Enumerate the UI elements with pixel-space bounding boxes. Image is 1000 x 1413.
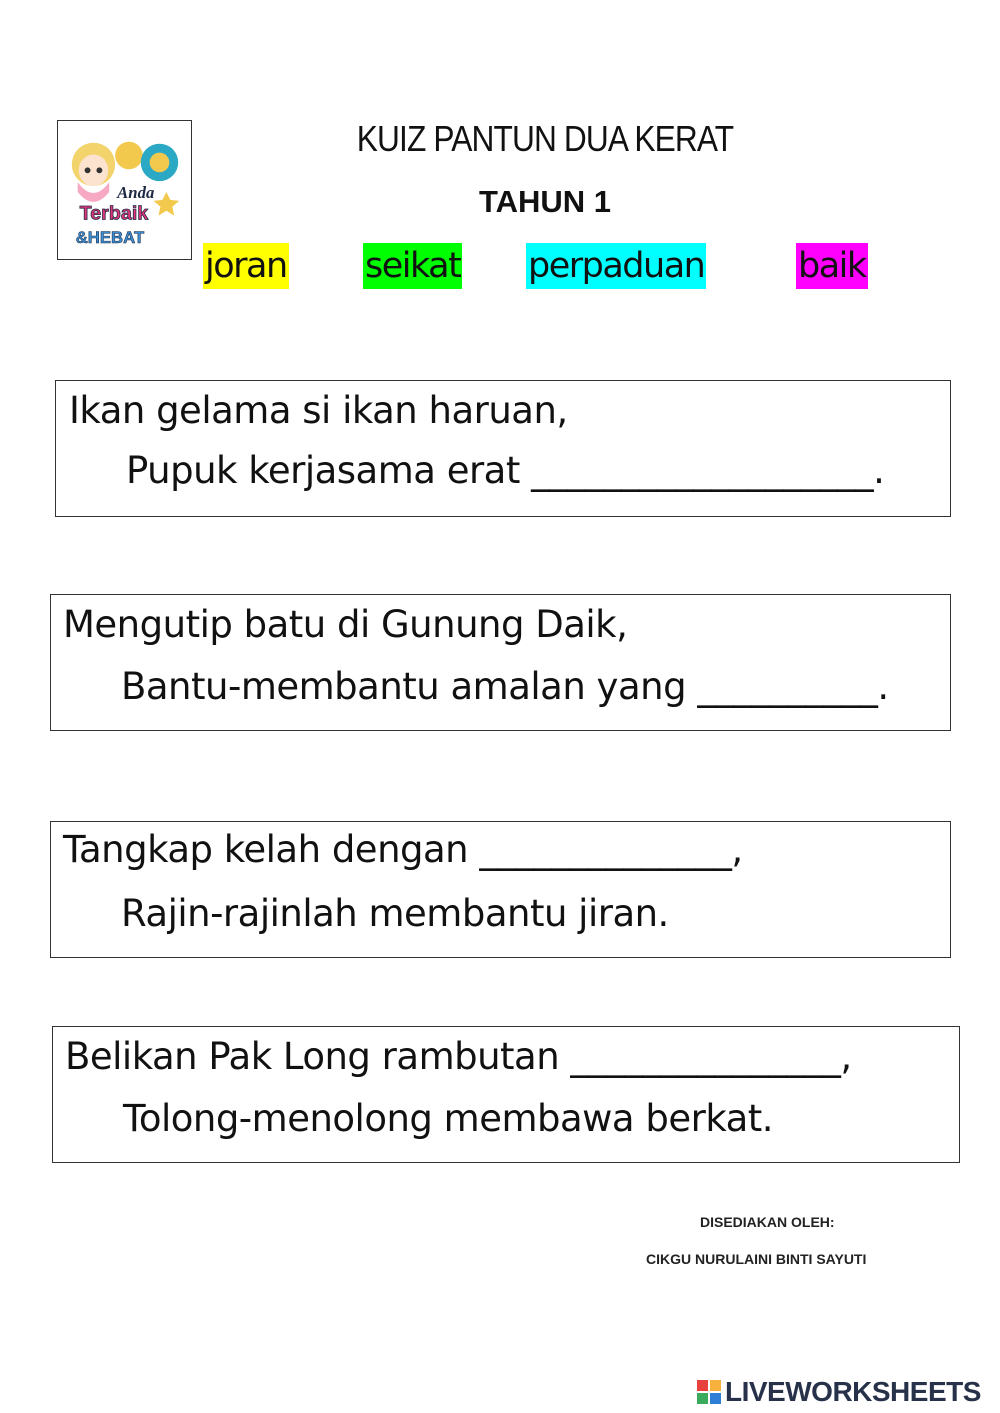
pantun-4-line-2: Tolong-menolong membawa berkat.: [123, 1097, 774, 1140]
pantun-1-line-1: Ikan gelama si ikan haruan,: [69, 389, 568, 432]
pantun-2-line-2[interactable]: Bantu-membantu amalan yang __________.: [121, 665, 889, 708]
logo-text-2: Terbaik: [79, 202, 149, 225]
logo-illustration: [58, 121, 191, 259]
brand-square-1: [697, 1380, 708, 1391]
pantun-box-4: [52, 1026, 960, 1163]
logo-text-1: Anda: [117, 182, 155, 202]
pantun-3-line-1[interactable]: Tangkap kelah dengan ______________,: [63, 828, 743, 871]
pantun-box-2: [50, 594, 951, 731]
word-bank-seikat[interactable]: seikat: [363, 243, 462, 289]
page-subtitle: TAHUN 1: [478, 184, 612, 219]
logo-text-3: &HEBAT: [75, 228, 145, 248]
page-title: KUIZ PANTUN DUA KERAT: [356, 118, 734, 159]
pantun-box-1: [55, 380, 951, 517]
liveworksheets-logo-icon: [697, 1380, 721, 1404]
pantun-2-line-1: Mengutip batu di Gunung Daik,: [63, 603, 628, 646]
pantun-1-line-2[interactable]: Pupuk kerjasama erat ___________________.: [126, 449, 885, 492]
word-bank-baik[interactable]: baik: [796, 243, 868, 289]
author-name: CIKGU NURULAINI BINTI SAYUTI: [646, 1251, 867, 1267]
brand-square-3: [697, 1393, 708, 1404]
pantun-4-line-1[interactable]: Belikan Pak Long rambutan _______________,: [65, 1035, 852, 1078]
pantun-3-line-2: Rajin-rajinlah membantu jiran.: [121, 892, 669, 935]
brand-square-4: [710, 1393, 721, 1404]
brand-square-2: [710, 1380, 721, 1391]
word-bank-perpaduan[interactable]: perpaduan: [526, 243, 706, 289]
logo: [57, 120, 192, 260]
word-bank-joran[interactable]: joran: [203, 243, 289, 289]
liveworksheets-brand[interactable]: [697, 1376, 981, 1408]
liveworksheets-wordmark: LIVEWORKSHEETS: [725, 1376, 981, 1407]
prepared-by-label: DISEDIAKAN OLEH:: [700, 1214, 835, 1230]
pantun-box-3: [50, 821, 951, 958]
